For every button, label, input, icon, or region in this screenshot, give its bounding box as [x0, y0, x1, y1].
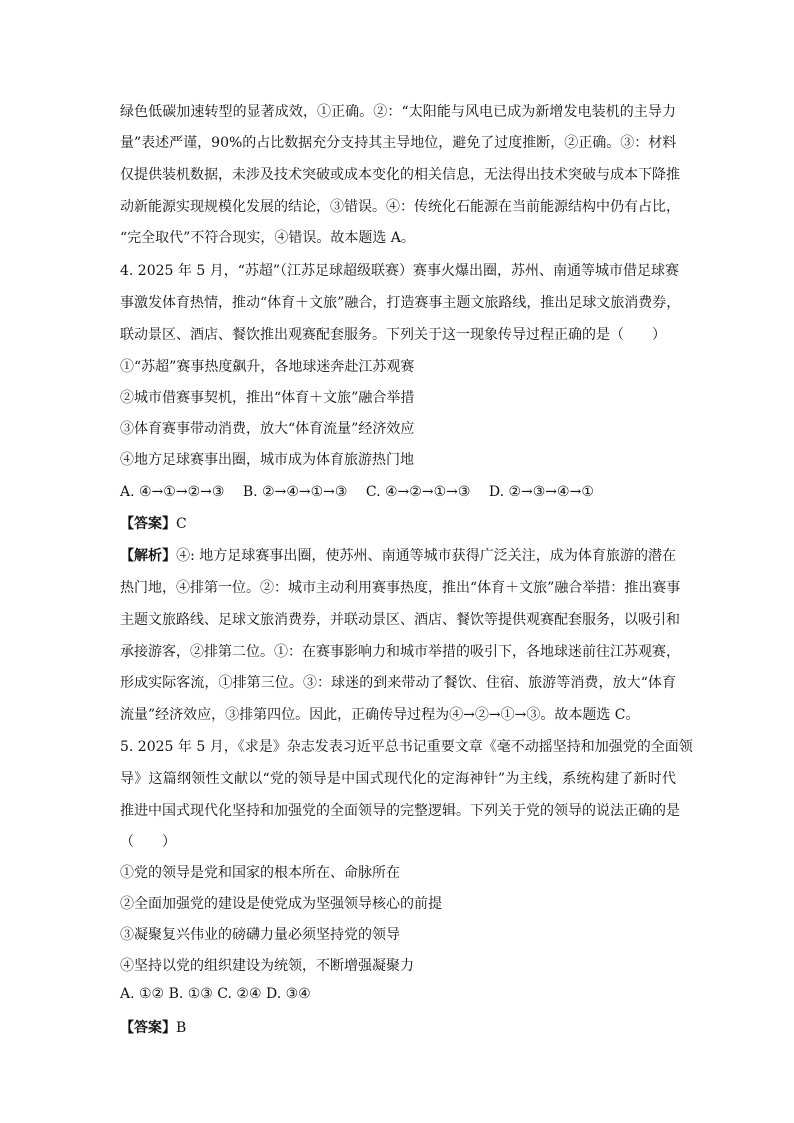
q3-analysis-line: 仅提供装机数据，未涉及技术突破或成本变化的相关信息，无法得出技术突破与成本下降推 — [120, 167, 680, 183]
q5-item: ③凝聚复兴伟业的磅礴力量必须坚持党的领导 — [120, 927, 400, 943]
analysis-label: 【解析】 — [120, 548, 177, 564]
answer-label: 【答案】 — [120, 1020, 176, 1036]
q4-analysis-line: 流量”经济效应，③排第四位。因此，正确传导过程为④→②→①→③。故本题选 C。 — [120, 707, 640, 723]
q4-stem-line: 事激发体育热情，推动“体育＋文旅”融合，打造赛事主题文旅路线，推出足球文旅消费券， — [120, 295, 681, 311]
q4-item: ④地方足球赛事出圈，城市成为体育旅游热门地 — [120, 452, 414, 468]
q4-stem-line: 联动景区、酒店、餐饮推出观赛配套服务。下列关于这一现象传导过程正确的是（ ） — [120, 327, 666, 343]
answer-label: 【答案】 — [120, 516, 176, 532]
q4-stem-line: 4. 2025 年 5 月，“苏超”（江苏足球超级联赛）赛事火爆出圈，苏州、南通等城市借足球赛 — [120, 263, 680, 279]
q5-item: ④坚持以党的组织建设为统领，不断增强凝聚力 — [120, 958, 414, 974]
answer-value: C — [176, 516, 187, 532]
q4-analysis-line — [120, 545, 676, 565]
q3-analysis-line: 量”表述严谨，90%的占比数据充分支持其主导地位，避免了过度推断，②正确。③：材料 — [120, 135, 677, 151]
q4-analysis-line: 承接游客，②排第二位。①：在赛事影响力和城市举措的吸引下，各地球迷前往江苏观赛， — [120, 644, 680, 660]
q5-item: ②全面加强党的建设是使党成为坚强领导核心的前提 — [120, 896, 442, 912]
q4-analysis-line: 热门地，④排第一位。②：城市主动利用赛事热度，推出“体育＋文旅”融合举措：推出赛事 — [120, 580, 681, 596]
q5-stem-line: 5. 2025 年 5 月，《求是》杂志发表习近平总书记重要文章《毫不动摇坚持和加强党的全面领 — [120, 739, 693, 755]
q4-options: A. ④→①→②→③ B. ②→④→①→③ C. ④→②→①→③ D. ②→③→④→① — [120, 484, 594, 500]
q5-stem-line: （ ） — [120, 834, 176, 850]
q5-stem-line: 推进中国式现代化坚持和加强党的全面领导的完整逻辑。下列关于党的领导的说法正确的是 — [120, 803, 680, 819]
q4-item: ③体育赛事带动消费，放大“体育流量”经济效应 — [120, 421, 415, 437]
q5-answer — [120, 1017, 186, 1037]
q4-answer — [120, 513, 187, 533]
q3-analysis-line: 动新能源实现规模化发展的结论，③错误。④：传统化石能源在当前能源结构中仍有占比， — [120, 199, 680, 215]
q3-analysis-line: “完全取代”不符合现实，④错误。故本题选 A。 — [120, 230, 415, 246]
q4-analysis-line: 形成实际客流，①排第三位。③：球迷的到来带动了餐饮、住宿、旅游等消费，放大“体育 — [120, 675, 676, 691]
q5-item: ①党的领导是党和国家的根本所在、命脉所在 — [120, 865, 400, 881]
q5-options: A. ①② B. ①③ C. ②④ D. ③④ — [120, 986, 311, 1002]
q3-analysis-line: 绿色低碳加速转型的显著成效，①正确。②：“太阳能与风电已成为新增发电装机的主导力 — [120, 104, 676, 120]
q5-stem-line: 导》这篇纲领性文献以“党的领导是中国式现代化的定海神针”为主线，系统构建了新时代 — [120, 771, 676, 787]
answer-value: B — [176, 1020, 187, 1036]
q4-item: ②城市借赛事契机，推出“体育＋文旅”融合举措 — [120, 390, 415, 406]
q4-item: ①“苏超”赛事热度飙升，各地球迷奔赴江苏观赛 — [120, 359, 415, 375]
q4-analysis-line: 主题文旅路线、足球文旅消费券，并联动景区、酒店、餐饮等提供观赛配套服务，以吸引和 — [120, 612, 680, 628]
analysis-text: ④: 地方足球赛事出圈，使苏州、南通等城市获得广泛关注，成为体育旅游的潜在 — [176, 548, 677, 564]
